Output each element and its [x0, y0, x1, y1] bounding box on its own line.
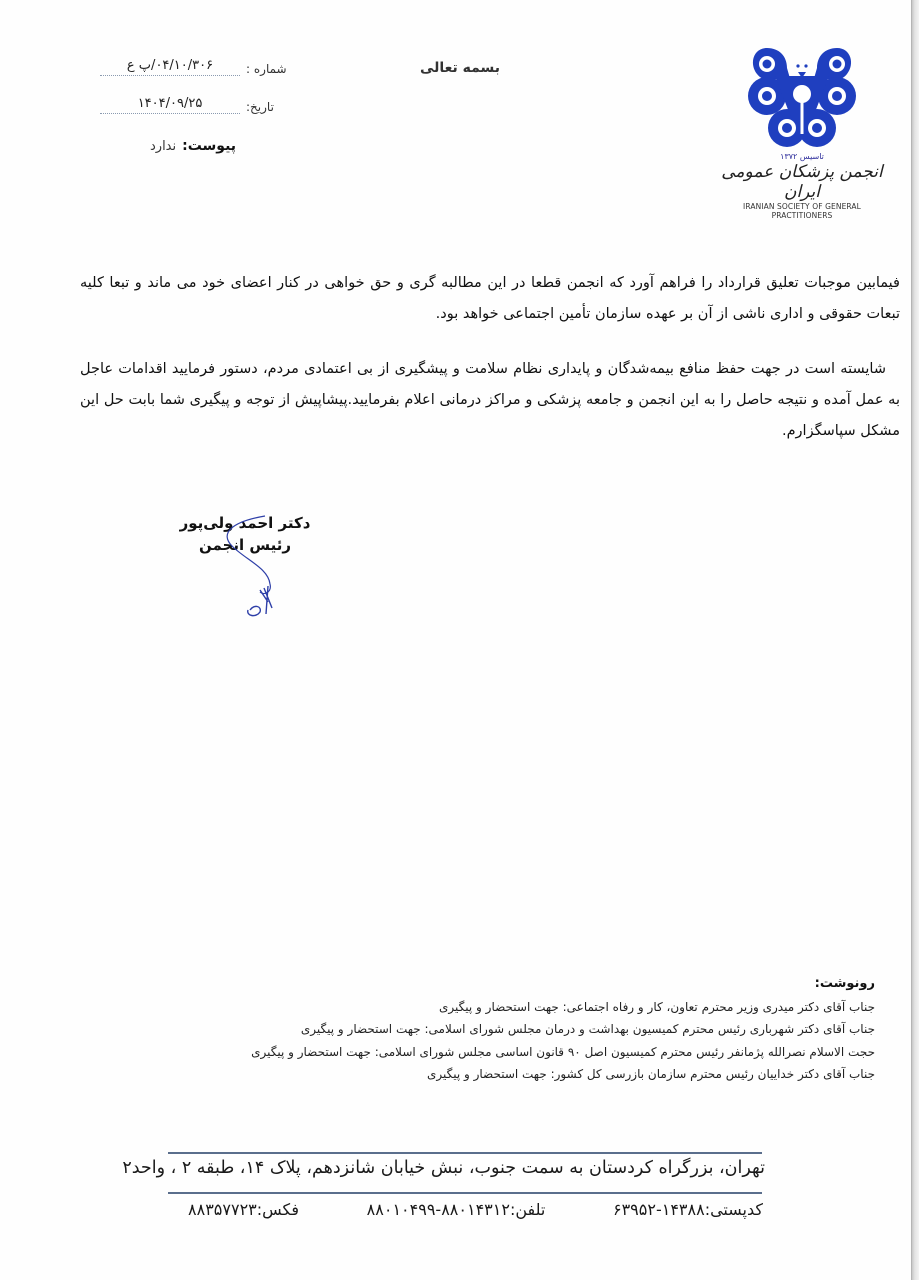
attachment-label: پیوست: [182, 138, 237, 154]
cc-item: جناب آقای دکتر خداییان رئیس محترم سازمان بازرسی کل کشور: جهت استحضار و پیگیری [426, 1067, 875, 1081]
footer-divider-top [168, 1152, 762, 1154]
postal-code: کدپستی:۱۴۳۸۸-۶۳۹۵۲ [612, 1200, 763, 1219]
body-paragraph-2: شایسته است در جهت حفظ منافع بیمه‌شدگان و پایداری نظام سلامت و پیشگیری از بی اعتمادی مردم، دستور فرمایید اقدامات عاجل به عمل آمده و نتیجه حاصل را به این انجمن و جامعه پزشکی و مراکز درمانی اعلام بفرمایید.پیشاپیش از توجه و پیگیری شما بابت حل این مشکل سپاسگزارم. [80, 361, 900, 439]
cc-item: جناب آقای دکتر شهرباری رئیس محترم کمیسیون بهداشت و درمان مجلس شورای اسلامی: جهت استحضار و پیگیری [300, 1022, 875, 1036]
letter-attachment-row [150, 138, 236, 154]
logo-emblem-icon [747, 42, 857, 150]
cc-title: رونوشت: [814, 976, 875, 991]
letter-number-label: شماره : [246, 62, 287, 76]
cc-item: حجت الاسلام نصرالله پژمانفر رئیس محترم کمیسیون اصل ۹۰ قانون اساسی مجلس شورای اسلامی: جهت استحضار و پیگیری [251, 1044, 875, 1059]
letter-date-row [100, 96, 274, 114]
signatory-title: رئیس انجمن [199, 536, 291, 554]
attachment-value: ندارد [150, 139, 177, 154]
letter-number-value: ۰۴/۱۰/۳۰۶/پ ع [100, 58, 240, 76]
body-paragraph-1: فیمابین موجبات تعلیق قرارداد را فراهم آورد که انجمن قطعا در این مطالبه گری و حق خواهی در کنار اعضای خود می ماند و تبعا کلیه تبعات حقوقی و اداری ناشی از آن بر عهده سازمان تأمین اجتماعی خواهد بود. [80, 275, 900, 322]
signatory-name: دکتر احمد ولی‌پور [179, 514, 311, 532]
page-edge-shadow [911, 0, 919, 1280]
letter-date-value: ۱۴۰۴/۰۹/۲۵ [100, 96, 240, 114]
phone-numbers: تلفن:۸۸۰۱۴۳۱۲-۸۸۰۱۰۴۹۹ [366, 1200, 546, 1219]
logo-founded-year: تاسیس ۱۳۷۲ [780, 152, 824, 161]
letter-number-row [100, 58, 287, 76]
logo-name-persian: انجمن پزشکان عمومی ایران [721, 162, 883, 202]
organization-logo [712, 42, 892, 222]
letter-date-label: تاریخ: [246, 100, 274, 114]
footer-contact [188, 1200, 763, 1219]
signature-block [170, 512, 320, 556]
letter-heading: بسمه تعالی [419, 60, 501, 76]
fax-number: فکس:۸۸۳۵۷۷۲۳ [188, 1200, 300, 1219]
footer-divider-bottom [168, 1192, 762, 1194]
logo-name-english: IRANIAN SOCIETY OF GENERAL PRACTITIONERS [743, 202, 861, 220]
footer-address: تهران، بزرگراه کردستان به سمت جنوب، نبش خیابان شانزدهم، پلاک ۱۴، طبقه ۲ ، واحد۲ [122, 1158, 765, 1178]
handwritten-signature-icon [190, 512, 300, 627]
carbon-copy-list [200, 973, 875, 1086]
cc-item: جناب آقای دکتر میدری وزیر محترم تعاون، کار و رفاه اجتماعی: جهت استحضار و پیگیری [439, 999, 875, 1014]
